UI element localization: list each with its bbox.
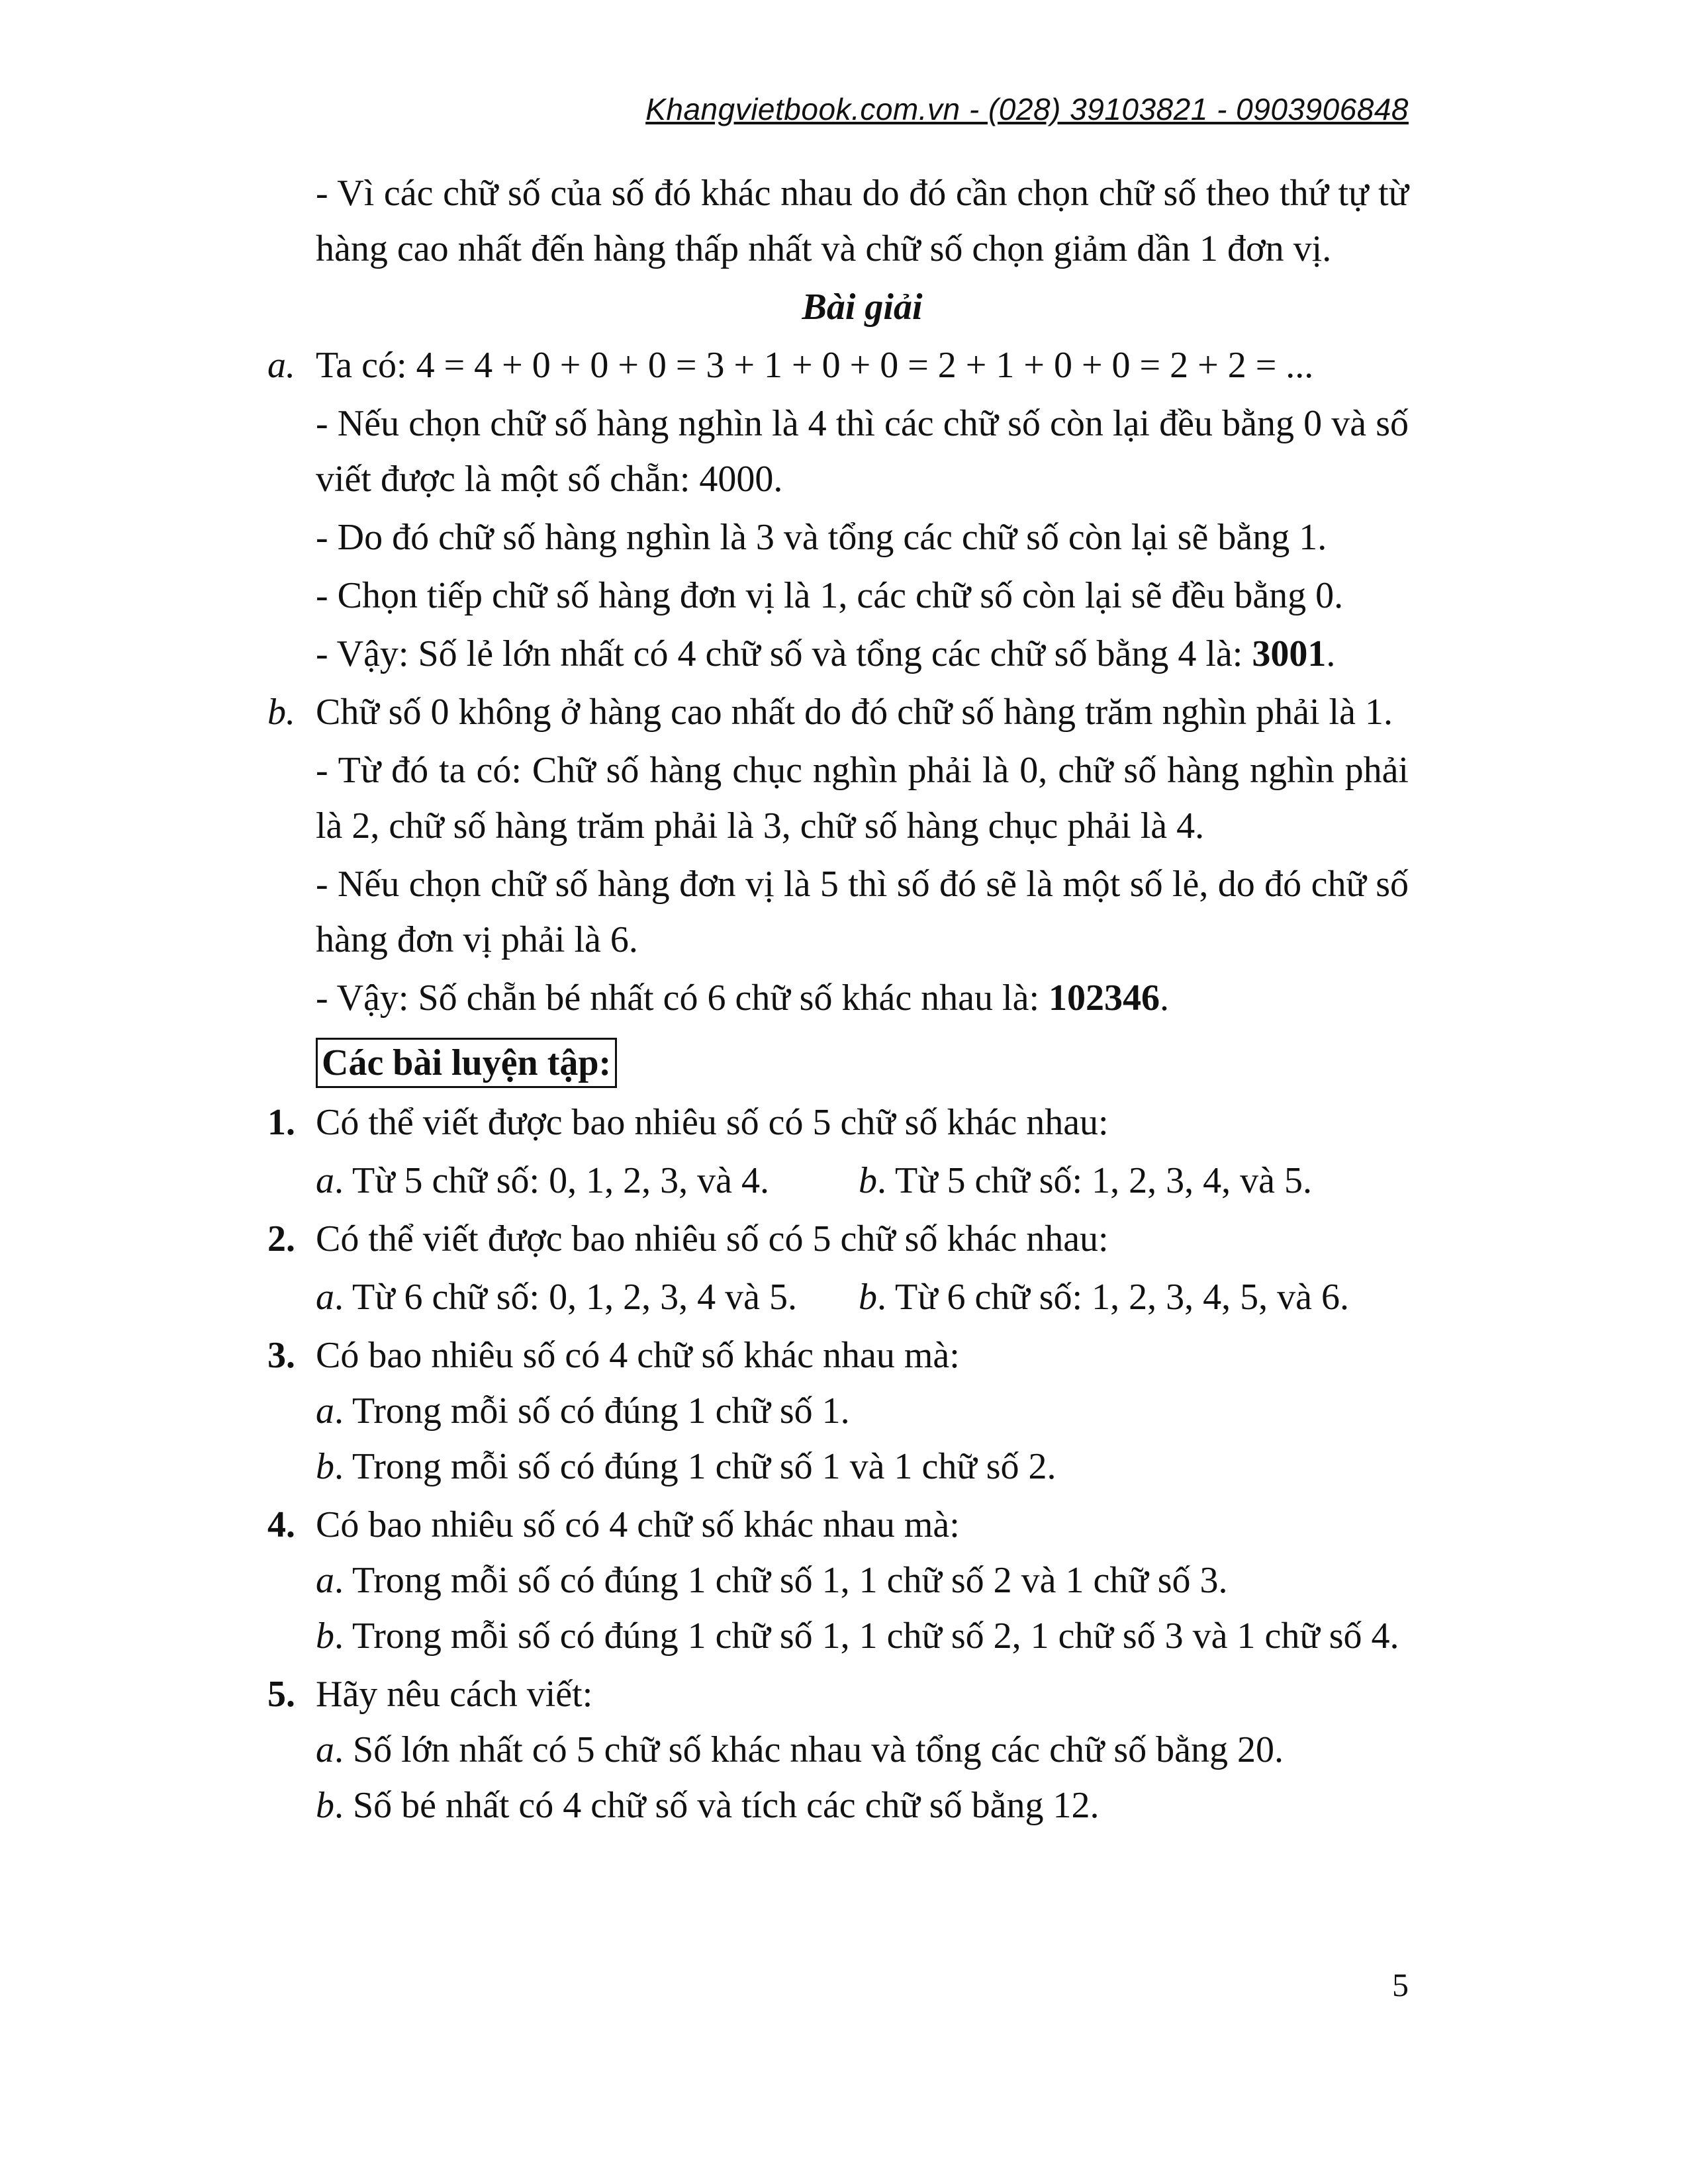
exercise-2 [267,1211,1409,1267]
exercise-number: 4. [267,1504,295,1545]
exercise-4-option-b [267,1608,1409,1664]
exercise-4 [267,1497,1409,1553]
option-text: . Từ 6 chữ số: 0, 1, 2, 3, 4 và 5. [334,1277,797,1318]
part-a-line5-end: . [1326,633,1336,674]
exercise-5-option-a [267,1722,1409,1778]
exercise-2-option-a [316,1269,859,1325]
part-a-line2: - Nếu chọn chữ số hàng nghìn là 4 thì các chữ số còn lại đều bằng 0 và số viết được là một số chẵn: 4000. [316,403,1409,500]
option-label: a [316,1160,334,1201]
exercise-number: 2. [267,1218,295,1259]
option-text: . Trong mỗi số có đúng 1 chữ số 1. [334,1390,850,1432]
exercise-list [267,1095,1409,1833]
page-header: Khangvietbook.com.vn - (028) 39103821 - 0903906848 [645,92,1409,126]
option-text: . Từ 5 chữ số: 0, 1, 2, 3, và 4. [334,1160,769,1201]
exercise-4-option-a [267,1553,1409,1608]
option-text: . Số lớn nhất có 5 chữ số khác nhau và tổng các chữ số bằng 20. [334,1729,1284,1770]
option-text: . Số bé nhất có 4 chữ số và tích các chữ số bằng 12. [334,1785,1100,1826]
part-b-line1: Chữ số 0 không ở hàng cao nhất do đó chữ số hàng trăm nghìn phải là 1. [316,692,1393,733]
exercise-text: Hãy nêu cách viết: [316,1674,593,1715]
part-a-line5 [267,626,1409,682]
exercise-text: Có thể viết được bao nhiêu số có 5 chữ số khác nhau: [316,1218,1109,1259]
part-a-marker: a. [267,345,295,386]
intro-paragraph: - Vì các chữ số của số đó khác nhau do đó cần chọn chữ số theo thứ tự từ hàng cao nhất đến hàng thấp nhất và chữ số chọn giảm dần 1 đơn vị. [316,173,1409,269]
exercise-1-option-a [316,1153,859,1208]
part-a-line4: - Chọn tiếp chữ số hàng đơn vị là 1, các chữ số còn lại sẽ đều bằng 0. [316,575,1344,616]
part-b-line2: - Từ đó ta có: Chữ số hàng chục nghìn phải là 0, chữ số hàng nghìn phải là 2, chữ số hàng trăm phải là 3, chữ số hàng chục phải là 4. [316,750,1409,846]
exercise-text: Có bao nhiêu số có 4 chữ số khác nhau mà: [316,1504,960,1545]
page-content [267,165,1409,1833]
part-a-line1: Ta có: 4 = 4 + 0 + 0 + 0 = 3 + 1 + 0 + 0 = 2 + 1 + 0 + 0 = 2 + 2 = ... [316,345,1314,386]
part-b-answer: 102346 [1049,978,1160,1019]
exercise-text: Có thể viết được bao nhiêu số có 5 chữ số khác nhau: [316,1102,1109,1143]
solution-part-a [267,338,1409,393]
solution-part-b [267,684,1409,740]
page-number: 5 [1392,1966,1409,2003]
option-label: b [316,1615,334,1657]
exercise-1 [267,1095,1409,1150]
option-label: b [316,1785,334,1826]
option-label: b [859,1160,877,1201]
option-label: b [316,1446,334,1487]
option-text: . Trong mỗi số có đúng 1 chữ số 1, 1 chữ số 2, 1 chữ số 3 và 1 chữ số 4. [334,1615,1399,1657]
option-label: a [316,1277,334,1318]
option-text: . Trong mỗi số có đúng 1 chữ số 1 và 1 chữ số 2. [334,1446,1056,1487]
exercise-5 [267,1666,1409,1722]
exercise-5-option-b [267,1778,1409,1833]
exercise-2-option-b [859,1269,1349,1325]
part-a-line3: - Do đó chữ số hàng nghìn là 3 và tổng các chữ số còn lại sẽ bằng 1. [316,517,1327,558]
exercise-number: 5. [267,1674,295,1715]
option-label: a [316,1560,334,1601]
option-label: a [316,1729,334,1770]
part-a-line5-text: - Vậy: Số lẻ lớn nhất có 4 chữ số và tổng các chữ số bằng 4 là: [316,633,1252,674]
solution-title: Bài giải [802,287,923,328]
part-b-line4-text: - Vậy: Số chẵn bé nhất có 6 chữ số khác nhau là: [316,978,1049,1019]
exercise-3-option-b [267,1439,1409,1494]
exercise-1-option-b [859,1153,1312,1208]
option-text: . Trong mỗi số có đúng 1 chữ số 1, 1 chữ số 2 và 1 chữ số 3. [334,1560,1228,1601]
part-b-line3: - Nếu chọn chữ số hàng đơn vị là 5 thì số đó sẽ là một số lẻ, do đó chữ số hàng đơn vị phải là 6. [316,864,1409,960]
exercise-number: 3. [267,1335,295,1376]
exercise-number: 1. [267,1102,295,1143]
exercise-2-options [267,1269,1409,1325]
exercise-3-option-a [267,1383,1409,1439]
option-label: a [316,1390,334,1432]
exercise-1-options [267,1153,1409,1208]
part-b-marker: b. [267,692,295,733]
exercise-text: Có bao nhiêu số có 4 chữ số khác nhau mà: [316,1335,960,1376]
option-text: . Từ 6 chữ số: 1, 2, 3, 4, 5, và 6. [877,1277,1349,1318]
option-text: . Từ 5 chữ số: 1, 2, 3, 4, và 5. [877,1160,1312,1201]
exercise-3 [267,1328,1409,1383]
option-label: b [859,1277,877,1318]
part-b-line4-end: . [1160,978,1170,1019]
part-a-answer: 3001 [1252,633,1327,674]
part-b-line4 [267,970,1409,1026]
practice-title: Các bài luyện tập: [316,1038,617,1088]
